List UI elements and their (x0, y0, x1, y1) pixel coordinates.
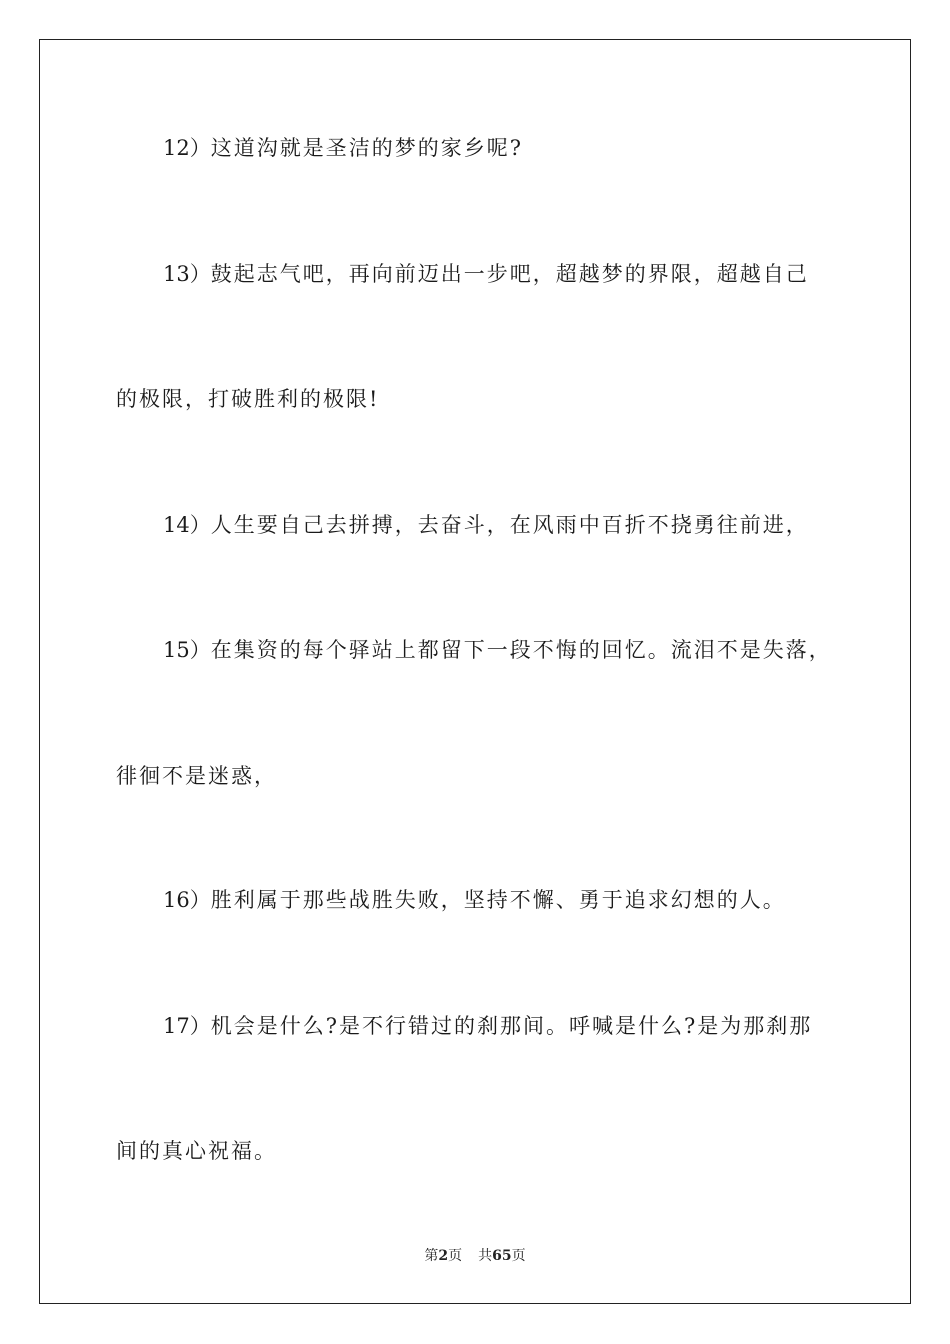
item-text: 的极限，打破胜利的极限! (116, 387, 380, 411)
total-suffix: 页 (511, 1248, 526, 1264)
paragraph-line-13-continued (116, 387, 379, 411)
item-text: 机会是什么?是不行错过的刹那间。呼喊是什么?是为那刹那 (210, 1014, 813, 1038)
item-text: 胜利属于那些战胜失败，坚持不懈、勇于追求幻想的人。 (210, 888, 786, 912)
item-number: 17） (163, 1014, 211, 1038)
paragraph-line-15-continued (116, 764, 277, 788)
item-text: 在集资的每个驿站上都留下一段不悔的回忆。流泪不是失落， (210, 638, 832, 662)
item-text: 鼓起志气吧，再向前迈出一步吧，超越梦的界限，超越自己 (210, 262, 809, 286)
page-footer (0, 1247, 950, 1265)
paragraph-line-15 (163, 638, 832, 662)
total-prefix: 共 (478, 1248, 493, 1264)
item-text: 这道沟就是圣洁的梦的家乡呢? (210, 136, 523, 160)
paragraph-line-14 (163, 513, 809, 537)
item-number: 15） (163, 638, 211, 662)
item-text: 间的真心祝福。 (116, 1139, 277, 1163)
page-prefix: 第 (424, 1248, 439, 1264)
page-border (39, 39, 911, 1304)
current-page-number: 2 (438, 1248, 449, 1264)
item-number: 12） (163, 136, 211, 160)
item-number: 14） (163, 513, 211, 537)
paragraph-line-17 (163, 1014, 812, 1038)
item-text: 徘徊不是迷惑， (116, 764, 277, 788)
paragraph-line-17-continued (116, 1139, 277, 1163)
page-suffix: 页 (448, 1248, 463, 1264)
paragraph-line-13 (163, 262, 809, 286)
item-number: 16） (163, 888, 211, 912)
paragraph-line-12 (163, 136, 523, 160)
item-text: 人生要自己去拼搏，去奋斗，在风雨中百折不挠勇往前进， (210, 513, 809, 537)
item-number: 13） (163, 262, 211, 286)
paragraph-line-16 (163, 888, 786, 912)
total-page-count: 65 (492, 1248, 512, 1264)
